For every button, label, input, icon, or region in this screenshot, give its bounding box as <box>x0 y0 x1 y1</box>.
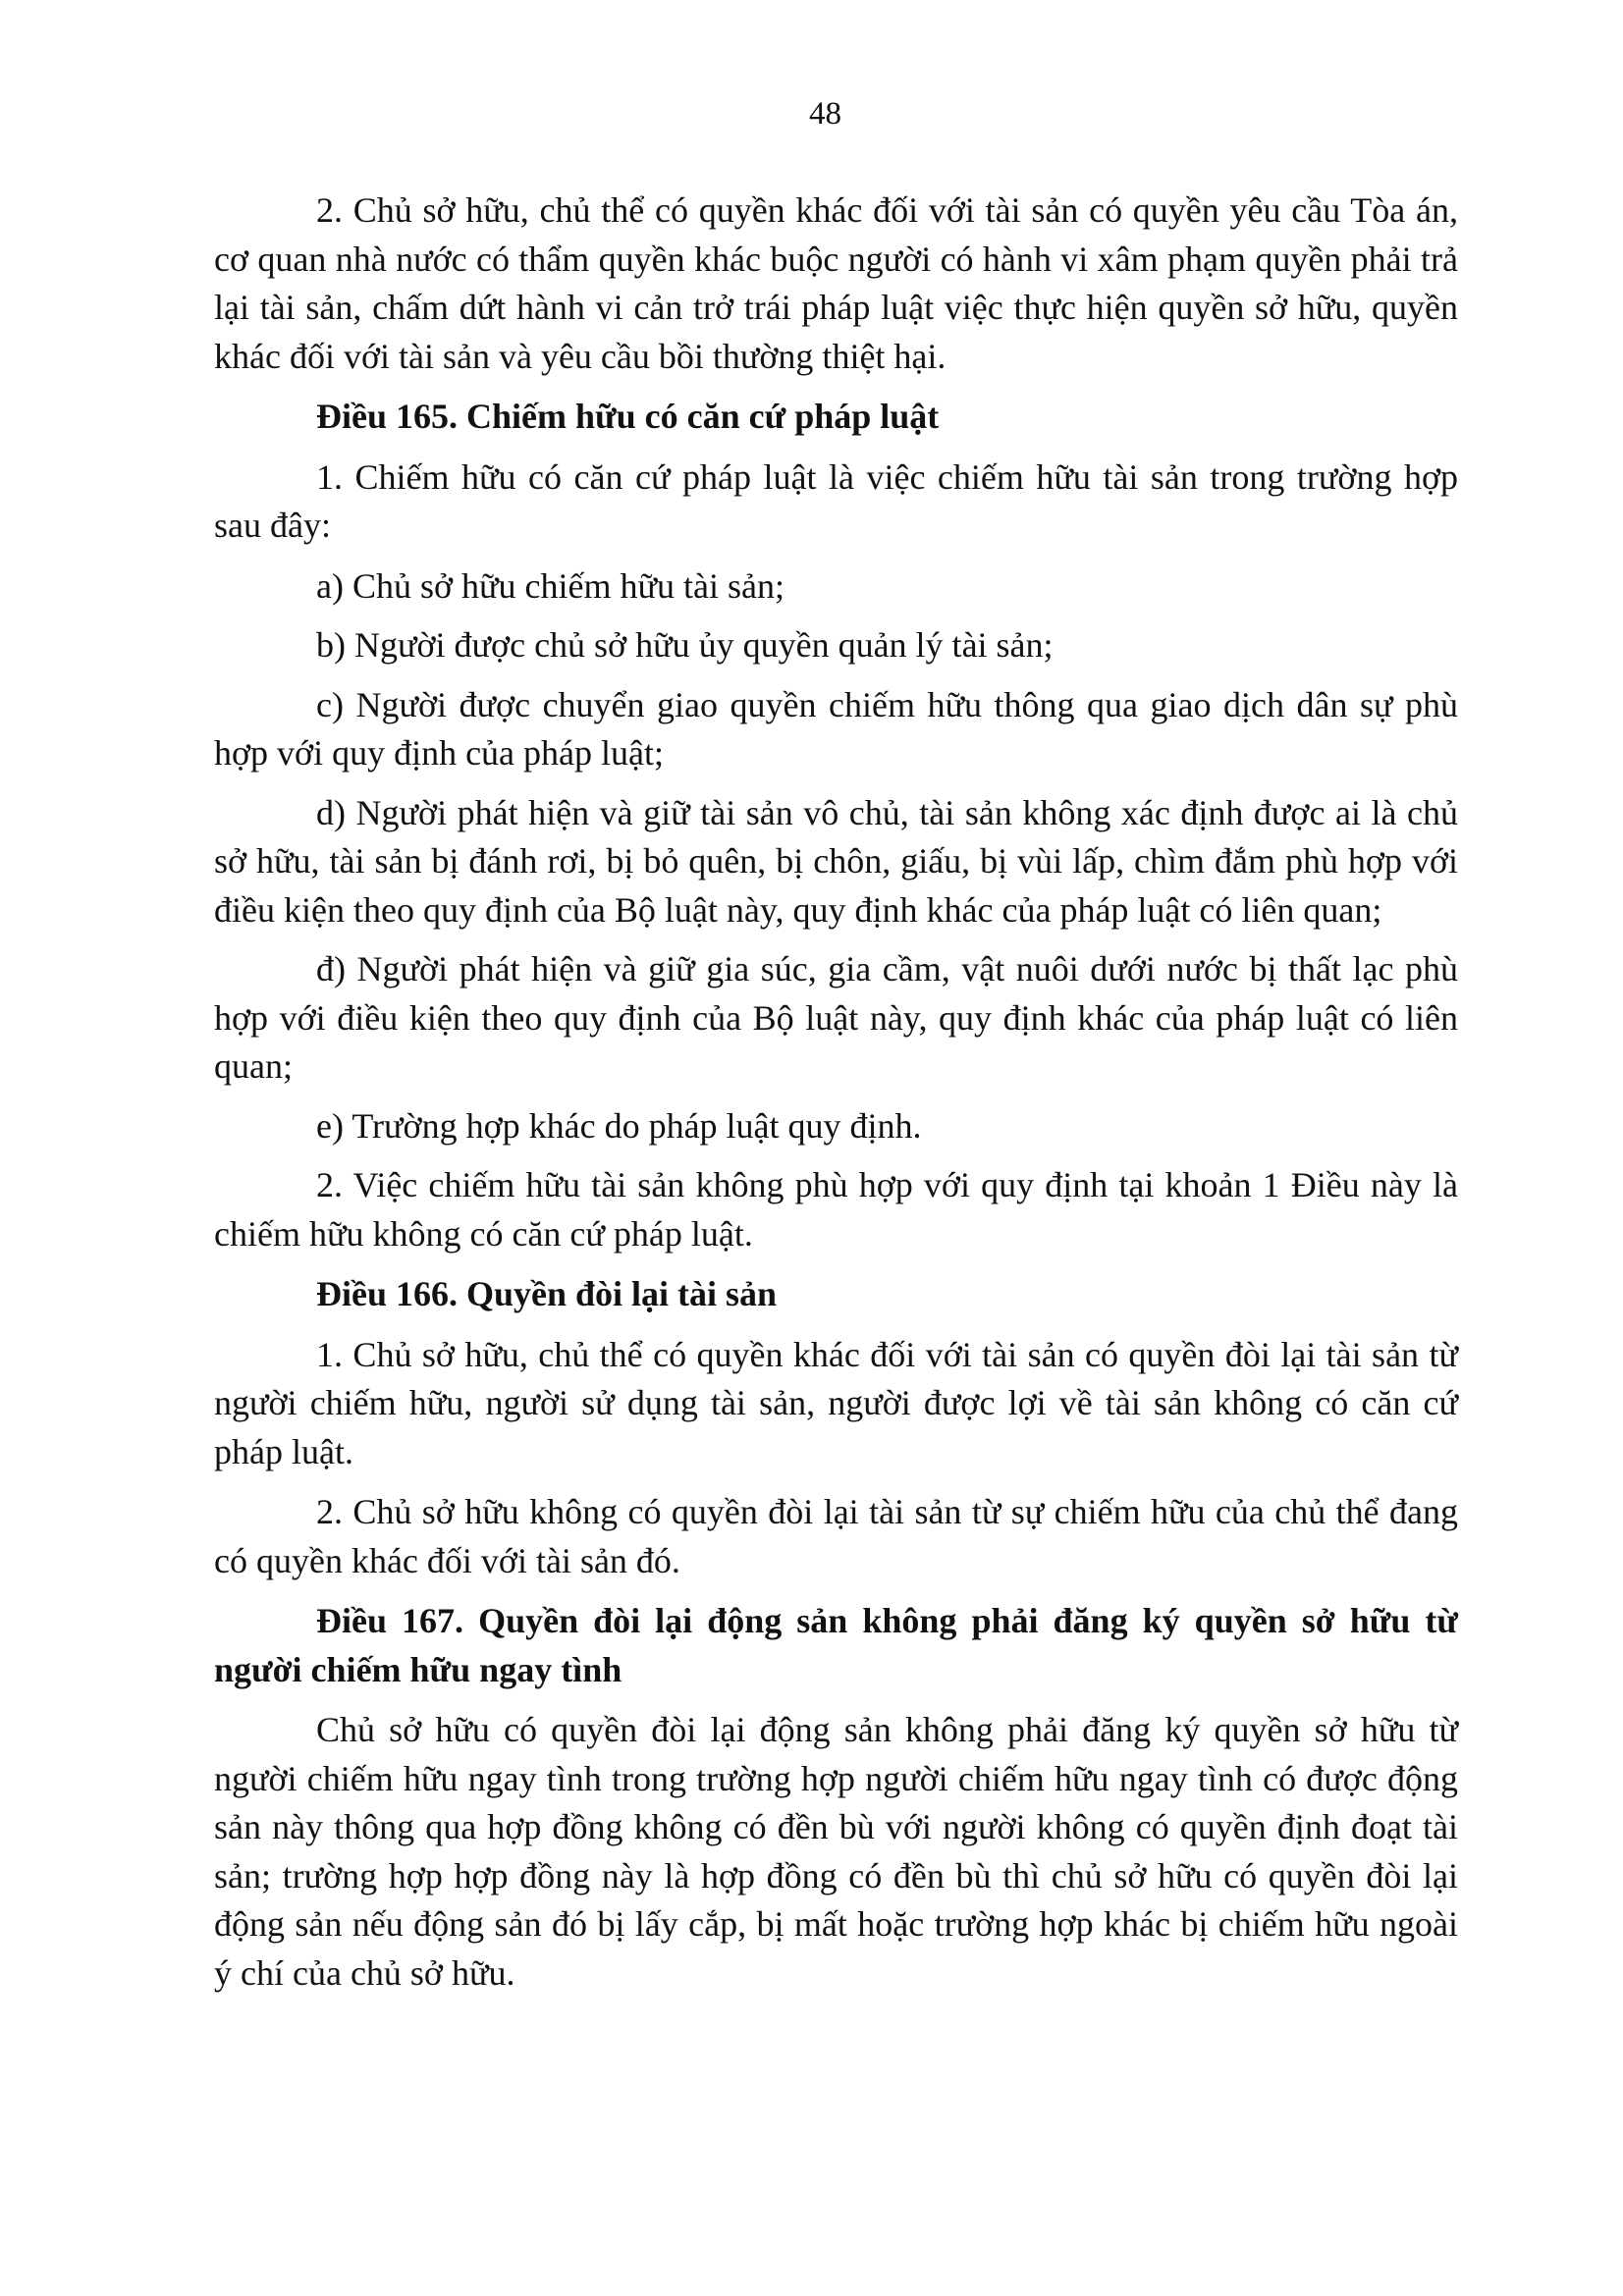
list-item-c: c) Người được chuyển giao quyền chiếm hữu thông qua giao dịch dân sự phù hợp với quy định của pháp luật; <box>214 684 1458 773</box>
list-item-b: b) Người được chủ sở hữu ủy quyền quản lý tài sản; <box>316 625 1054 665</box>
list-item-dd: đ) Người phát hiện và giữ gia súc, gia cầm, vật nuôi dưới nước bị thất lạc phù hợp với điều kiện theo quy định của Bộ luật này, quy định khác của pháp luật có liên quan; <box>214 949 1458 1086</box>
list-item-e: e) Trường hợp khác do pháp luật quy định. <box>316 1105 922 1146</box>
list-item-d: d) Người phát hiện và giữ tài sản vô chủ, tài sản không xác định được ai là chủ sở hữu, tài sản bị đánh rơi, bị bỏ quên, bị chôn, giấu, bị vùi lấp, chìm đắm phù hợp với điều kiện theo quy định của Bộ luật này, quy định khác của pháp luật có liên quan; <box>214 792 1458 930</box>
paragraph-article-165-clause-1: 1. Chiếm hữu có căn cứ pháp luật là việc chiếm hữu tài sản trong trường hợp sau đây: <box>214 456 1458 545</box>
paragraph-article-166-clause-1: 1. Chủ sở hữu, chủ thể có quyền khác đối với tài sản có quyền đòi lại tài sản từ người chiếm hữu, người sử dụng tài sản, người được lợi về tài sản không có căn cứ pháp luật. <box>214 1334 1458 1471</box>
paragraph-article-164-clause-2: 2. Chủ sở hữu, chủ thể có quyền khác đối với tài sản có quyền yêu cầu Tòa án, cơ quan nhà nước có thẩm quyền khác buộc người có hành vi xâm phạm quyền phải trả lại tài sản, chấm dứt hành vi cản trở trái pháp luật việc thực hiện quyền sở hữu, quyền khác đối với tài sản và yêu cầu bồi thường thiệt hại. <box>214 190 1458 376</box>
paragraph-article-166-clause-2: 2. Chủ sở hữu không có quyền đòi lại tài sản từ sự chiếm hữu của chủ thể đang có quyền khác đối với tài sản đó. <box>214 1492 1458 1580</box>
article-165-heading: Điều 165. Chiếm hữu có căn cứ pháp luật <box>316 397 940 436</box>
document-body <box>214 187 1458 2009</box>
article-167-heading: Điều 167. Quyền đòi lại động sản không phải đăng ký quyền sở hữu từ người chiếm hữu ngay tình <box>214 1601 1458 1689</box>
list-item-a: a) Chủ sở hữu chiếm hữu tài sản; <box>316 565 784 606</box>
page-number: 48 <box>809 96 841 132</box>
paragraph-article-165-clause-2: 2. Việc chiếm hữu tài sản không phù hợp với quy định tại khoản 1 Điều này là chiếm hữu không có căn cứ pháp luật. <box>214 1165 1458 1254</box>
paragraph-article-167: Chủ sở hữu có quyền đòi lại động sản không phải đăng ký quyền sở hữu từ người chiếm hữu ngay tình trong trường hợp người chiếm hữu ngay tình có được động sản này thông qua hợp đồng không có đền bù với người không có quyền định đoạt tài sản; trường hợp hợp đồng này là hợp đồng có đền bù thì chủ sở hữu có quyền đòi lại động sản nếu động sản đó bị lấy cắp, bị mất hoặc trường hợp khác bị chiếm hữu ngoài ý chí của chủ sở hữu. <box>214 1710 1458 1993</box>
article-166-heading: Điều 166. Quyền đòi lại tài sản <box>316 1274 778 1313</box>
